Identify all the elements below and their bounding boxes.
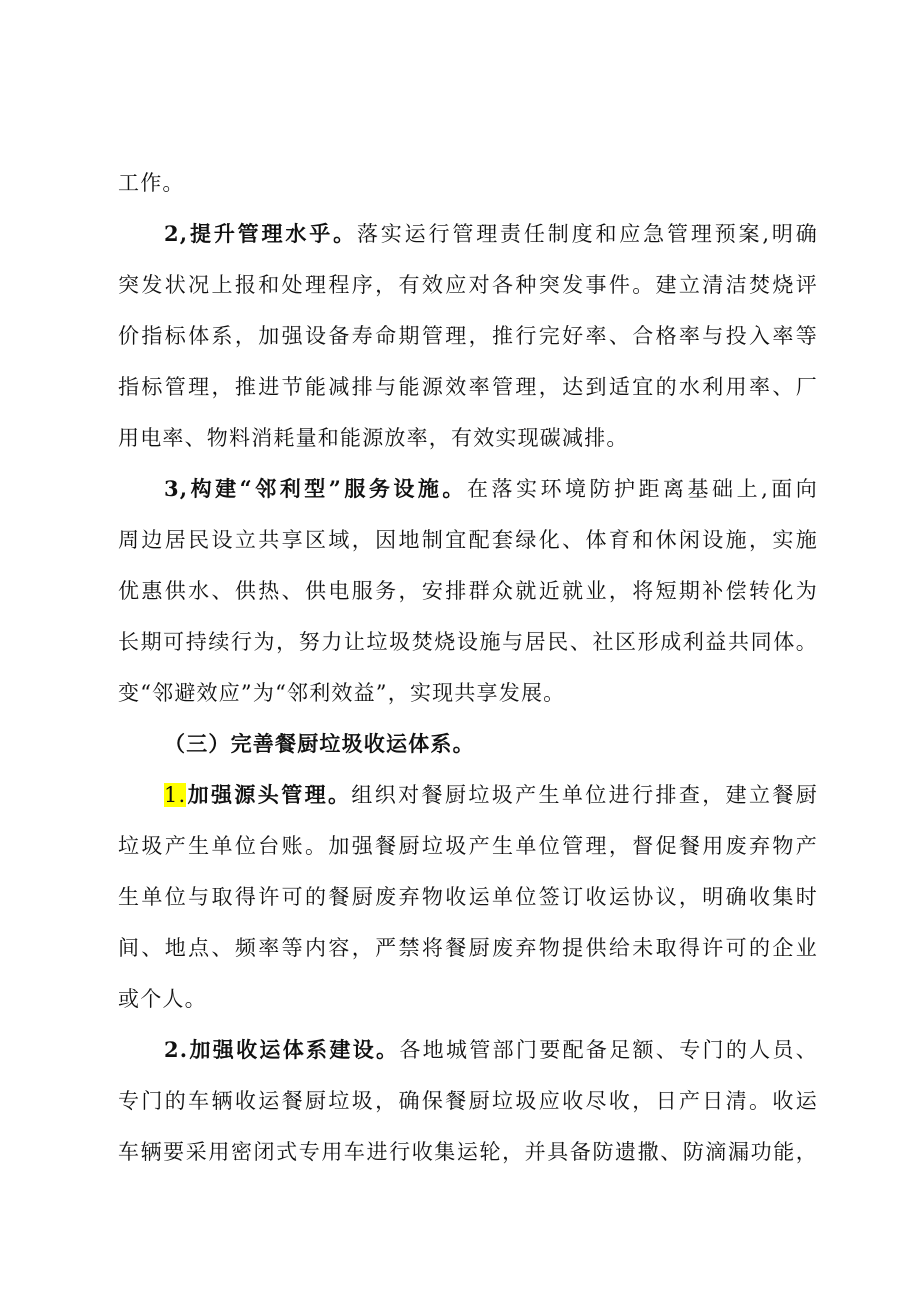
paragraph-line — [118, 678, 818, 708]
line-text: 优惠供水、供热、供电服务，安排群众就近就业，将短期补偿转化为 — [118, 579, 818, 603]
line-text: 生单位与取得许可的餐厨废弃物收运单位签订收运协议，明确收集时 — [118, 885, 818, 909]
paragraph-line — [118, 984, 818, 1014]
line-text: 变“邻避效应”为“邻利效益”，实现共享发展。 — [118, 681, 566, 705]
paragraph-line — [118, 168, 818, 198]
paragraph-line — [118, 576, 818, 606]
paragraph-line — [118, 933, 818, 963]
item-heading: 3,构建“邻利型”服务设施。 — [164, 476, 467, 501]
section-heading — [164, 729, 818, 759]
line-text: 用电率、物料消耗量和能源放率，有效实现碳减排。 — [118, 426, 629, 450]
line-text: 车辆要采用密闭式专用车进行收集运轮，并具备防遗撒、防滴漏功能， — [118, 1140, 818, 1164]
paragraph-line — [118, 882, 818, 912]
line-text: 专门的车辆收运餐厨垃圾，确保餐厨垃圾应收尽收，日产日清。收运 — [118, 1089, 818, 1113]
paragraph-line — [118, 627, 818, 657]
paragraph-line — [164, 219, 818, 249]
paragraph-line — [118, 423, 818, 453]
paragraph-line — [118, 831, 818, 861]
line-text: 落实运行管理责任制度和应急管理预案,明确 — [356, 222, 818, 246]
line-text: 各地城管部门要配备足额、专门的人员、 — [399, 1038, 818, 1062]
paragraph-line — [118, 372, 818, 402]
paragraph-line — [118, 1086, 818, 1116]
paragraph-line — [164, 1035, 818, 1065]
item-heading: 2,提升管理水乎。 — [164, 221, 357, 246]
paragraph-line — [118, 270, 818, 300]
line-text: 或个人。 — [118, 987, 207, 1011]
line-text: 突发状况上报和处理程序，有效应对各种突发事件。建立清洁焚烧评 — [118, 273, 818, 297]
section-heading-text: （三）完善餐厨垃圾收运体系。 — [164, 731, 475, 756]
line-text: 间、地点、频率等内容，严禁将餐厨废弃物提供给未取得许可的企业 — [118, 936, 818, 960]
line-text: 周边居民设立共享区域，因地制宜配套绿化、体育和休闲设施，实施 — [118, 528, 818, 552]
line-text: 组织对餐厨垃圾产生单位进行排查，建立餐厨 — [351, 783, 819, 807]
paragraph-line — [164, 780, 818, 810]
line-text: 在落实环境防护距离基础上,面向 — [466, 477, 818, 501]
paragraph-line — [118, 321, 818, 351]
item-heading: 2.加强收运体系建设。 — [164, 1037, 400, 1062]
line-text: 长期可持续行为，努力让垃圾焚烧设施与居民、社区形成利益共同体。 — [118, 630, 818, 654]
item-heading: 加强源头管理。 — [186, 782, 352, 807]
highlighted-number: 1. — [164, 783, 187, 807]
paragraph-line — [164, 474, 818, 504]
line-text: 价指标体系，加强设备寿命期管理，推行完好率、合格率与投入率等 — [118, 324, 818, 348]
paragraph-line — [118, 525, 818, 555]
line-text: 垃圾产生单位台账。加强餐厨垃圾产生单位管理，督促餐用废弃物产 — [118, 834, 818, 858]
line-text: 工作。 — [118, 171, 185, 195]
paragraph-line — [118, 1137, 818, 1167]
line-text: 指标管理，推进节能减排与能源效率管理，达到适宜的水利用率、厂 — [118, 375, 818, 399]
